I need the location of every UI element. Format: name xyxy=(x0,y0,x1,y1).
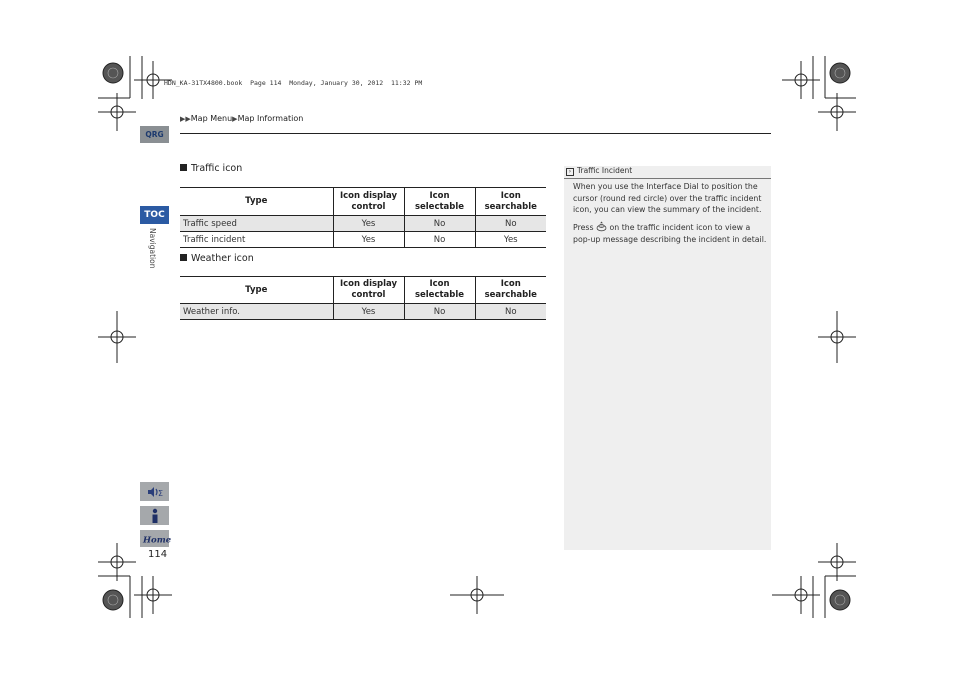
note-marker-icon: › xyxy=(566,168,574,176)
breadcrumb-map-information: Map Information xyxy=(237,114,304,123)
cell-searchable: No xyxy=(475,304,546,320)
col-icon-display-control: Icon display control xyxy=(333,188,404,216)
cell-type: Traffic speed xyxy=(180,216,333,232)
bullet-square-icon xyxy=(180,164,187,171)
cell-display: Yes xyxy=(333,216,404,232)
bullet-square-icon xyxy=(180,254,187,261)
weather-icon-table xyxy=(180,276,546,320)
page-number: 114 xyxy=(148,549,168,560)
side-note-title-text: Traffic Incident xyxy=(577,166,633,175)
info-icon xyxy=(149,508,161,524)
col-icon-selectable: Icon selectable xyxy=(404,277,475,304)
voice-command-index-button[interactable] xyxy=(140,482,169,501)
voice-command-icon xyxy=(146,485,164,499)
col-icon-selectable: Icon selectable xyxy=(404,188,475,216)
breadcrumb xyxy=(180,114,303,123)
col-icon-searchable: Icon searchable xyxy=(475,188,546,216)
breadcrumb-arrows: ▶▶ xyxy=(180,115,191,123)
table-row xyxy=(180,216,546,232)
home-label: Home xyxy=(142,535,171,545)
section-label: Navigation xyxy=(148,228,157,269)
col-type: Type xyxy=(245,196,268,206)
side-note-paragraph-1: When you use the Interface Dial to position the cursor (round red circle) over the traffic incident icon, you can view the summary of the incident. xyxy=(573,182,762,214)
table-row xyxy=(180,304,546,320)
home-button[interactable] xyxy=(140,530,169,547)
traffic-icon-heading xyxy=(180,163,242,174)
side-note-paragraph-2 xyxy=(573,221,767,245)
header-rule xyxy=(180,133,771,134)
cell-type: Weather info. xyxy=(180,304,333,320)
qrg-button[interactable]: QRG xyxy=(140,126,169,143)
col-type: Type xyxy=(245,284,268,295)
cell-searchable: No xyxy=(475,216,546,232)
press-text: Press xyxy=(573,223,594,232)
breadcrumb-map-menu[interactable]: Map Menu xyxy=(190,114,233,123)
traffic-heading-text: Traffic icon xyxy=(191,163,243,174)
side-note-title xyxy=(564,166,771,179)
cell-display: Yes xyxy=(333,304,404,320)
home-icon xyxy=(142,533,171,545)
col-icon-searchable: Icon searchable xyxy=(475,277,546,304)
svg-text:Σ: Σ xyxy=(157,488,163,498)
toc-button[interactable]: TOC xyxy=(140,206,169,224)
table-row xyxy=(180,232,546,248)
file-header: HDN_KA-31TX4800.book Page 114 Monday, January 30, 2012 11:32 PM xyxy=(164,79,423,87)
interface-dial-icon xyxy=(596,221,607,232)
cell-display: Yes xyxy=(333,232,404,248)
cell-selectable: No xyxy=(404,304,475,320)
cell-selectable: No xyxy=(404,216,475,232)
cell-selectable: No xyxy=(404,232,475,248)
index-button[interactable] xyxy=(140,506,169,525)
cell-searchable: Yes xyxy=(475,232,546,248)
col-icon-display-control: Icon display control xyxy=(333,277,404,304)
breadcrumb-separator: ▶ xyxy=(232,115,238,123)
traffic-icon-table xyxy=(180,187,546,248)
weather-icon-heading xyxy=(180,253,254,264)
weather-heading-text: Weather icon xyxy=(191,253,254,264)
press-description-text: on the traffic incident icon to view a pop-up message describing the incident in detail. xyxy=(573,223,767,244)
cell-type: Traffic incident xyxy=(183,234,246,245)
